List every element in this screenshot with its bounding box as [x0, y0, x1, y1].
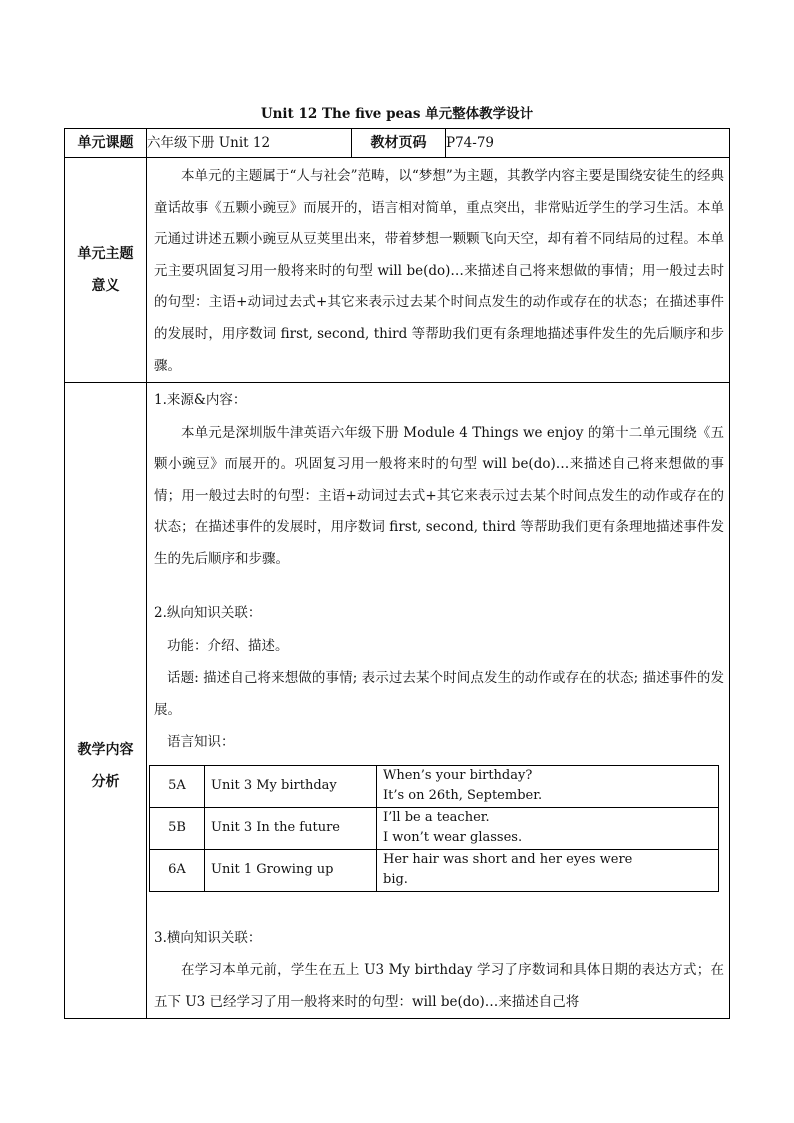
language-table [149, 765, 719, 892]
significance-label [65, 158, 147, 383]
sentence-cell [377, 807, 719, 849]
language-line: 语言知识： [167, 734, 235, 751]
sentence-line2: big. [383, 872, 408, 888]
unit-topic-value: 六年级下册 Unit 12 [147, 129, 352, 158]
significance-row [65, 158, 730, 383]
grade-cell: 6A [150, 849, 205, 891]
grade-cell: 5B [150, 807, 205, 849]
source-text: 本单元是深圳版牛津英语六年级下册 Module 4 Things we enjoy 的第十二单元围绕《五颗小豌豆》而展开的。巩固复习用一般将来时的句型 will be(do)…来描述自己将来想做的事情；用一般过去时的句型：主语+动词过去式+其它来表示过去某个时间点发生的动作或存在的状态；在描述事件的发展时，用序数词 first, second, third 等帮助我们更有条理地描述事件发生的先后顺序和步骤。 [154, 424, 724, 567]
unit-cell: Unit 1 Growing up [205, 849, 377, 891]
unit-topic-label: 单元课题 [65, 129, 147, 158]
document-title: Unit 12 The five peas 单元整体教学设计 [260, 106, 534, 122]
source-heading: 1.来源&内容： [154, 392, 247, 409]
significance-label-line2: 意义 [91, 278, 120, 295]
sentence-cell [377, 765, 719, 807]
unit-cell: Unit 3 In the future [205, 807, 377, 849]
function-line: 功能：介绍、描述。 [167, 637, 289, 654]
content-row [65, 383, 730, 1019]
horizontal-heading: 3.横向知识关联： [154, 929, 262, 946]
table-row [150, 807, 719, 849]
pages-value: P74-79 [446, 129, 730, 158]
table-row [150, 765, 719, 807]
content-label [65, 383, 147, 1019]
lesson-plan-table [64, 128, 730, 1019]
grade-cell: 5A [150, 765, 205, 807]
sentence-line2: I won’t wear glasses. [383, 830, 523, 846]
sentence-line1: I’ll be a teacher. [383, 810, 490, 826]
sentence-line1: When’s your birthday? [383, 768, 533, 784]
unit-cell: Unit 3 My birthday [205, 765, 377, 807]
significance-text: 本单元的主题属于“人与社会”范畴，以“梦想”为主题，其教学内容主要是围绕安徒生的经典童话故事《五颗小豌豆》而展开的，语言相对简单，重点突出，非常贴近学生的学习生活。本单元通过讲述五颗小豌豆从豆荚里出来，带着梦想一颗颗飞向天空，却有着不同结局的过程。本单元主要巩固复习用一般将来时的句型 will be(do)…来描述自己将来想做的事情；用一般过去时的句型：主语+动词过去式+其它来表示过去某个时间点发生的动作或存在的状态；在描述事件的发展时，用序数词 first, second, third 等帮助我们更有条理地描述事件发生的先后顺序和步骤。 [154, 168, 724, 374]
topic-line: 话题: 描述自己将来想做的事情; 表示过去某个时间点发生的动作或存在的状态; 描述事件的发展。 [154, 670, 724, 718]
sentence-line1: Her hair was short and her eyes were [383, 852, 633, 868]
significance-label-line1: 单元主题 [77, 246, 134, 263]
content-label-line2: 分析 [91, 773, 120, 790]
sentence-line2: It’s on 26th, September. [383, 788, 543, 804]
header-row [65, 129, 730, 158]
horizontal-text: 在学习本单元前，学生在五上 U3 My birthday 学习了序数词和具体日期的表达方式；在五下 U3 已经学习了用一般将来时的句型：will be(do)…来描述自己将 [154, 962, 724, 1010]
table-row [150, 849, 719, 891]
content-label-line1: 教学内容 [77, 741, 134, 758]
vertical-heading: 2.纵向知识关联： [154, 605, 262, 622]
pages-label: 教材页码 [352, 129, 446, 158]
sentence-cell [377, 849, 719, 891]
